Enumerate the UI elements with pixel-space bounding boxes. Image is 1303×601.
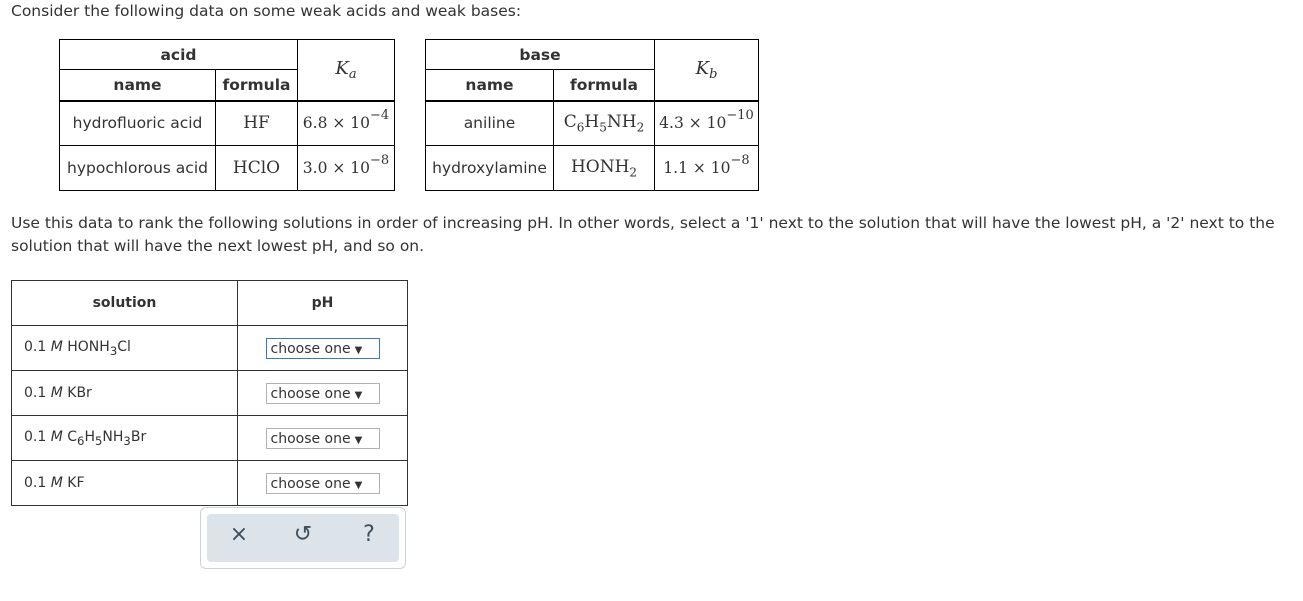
ph-rank-select-4[interactable]: choose one ▼ (266, 473, 380, 494)
base-name-header: name (426, 70, 554, 101)
acid-name: hydrofluoric acid (60, 101, 216, 146)
help-button[interactable]: ? (363, 522, 375, 547)
ph-rank-select-2[interactable]: choose one ▼ (266, 383, 380, 404)
ph-rank-select-1[interactable]: choose one ▼ (266, 338, 380, 359)
kb-value: $4.3 \times 10^{-10}$ (655, 101, 759, 146)
undo-button[interactable]: ↺ (293, 522, 313, 547)
acid-formula-header: formula (216, 70, 298, 101)
caret-down-icon: ▼ (354, 434, 363, 446)
base-formula: $HONH_2$ (554, 146, 655, 191)
base-table (425, 39, 759, 191)
solution-label: 0.1 M $HONH_3Cl$ (12, 326, 238, 371)
table-row (426, 146, 759, 191)
solution-label: 0.1 M $C_6H_5NH_3Br$ (12, 416, 238, 461)
table-row (12, 326, 408, 371)
caret-down-icon: ▼ (354, 389, 363, 401)
caret-down-icon: ▼ (354, 479, 363, 491)
acid-name: hypochlorous acid (60, 146, 216, 191)
solution-label: 0.1 M KBr (12, 371, 238, 416)
intro-text: Consider the following data on some weak acids and weak bases: (11, 2, 522, 20)
kb-value: $1.1 \times 10^{-8}$ (655, 146, 759, 191)
table-row (60, 146, 395, 191)
kb-header: $K_b$ (655, 40, 759, 101)
ka-header: $K_a$ (298, 40, 395, 101)
instructions-text: Use this data to rank the following solutions in order of increasing pH. In other words, select a '1' next to the solution that will have the lowest pH, a '2' next to the solution that will have the next lowest pH, and so on. (11, 214, 1275, 255)
base-formula-header: formula (554, 70, 655, 101)
table-row (12, 416, 408, 461)
base-group-header: base (426, 40, 655, 70)
answer-toolbar (200, 507, 406, 569)
ph-ranking-table (11, 280, 408, 506)
acid-formula: HF (216, 101, 298, 146)
acid-formula: HClO (216, 146, 298, 191)
base-name: aniline (426, 101, 554, 146)
caret-down-icon: ▼ (354, 344, 363, 356)
acid-name-header: name (60, 70, 216, 101)
base-name: hydroxylamine (426, 146, 554, 191)
table-row (60, 101, 395, 146)
ka-value: $3.0 \times 10^{-8}$ (298, 146, 395, 191)
ka-value: $6.8 \times 10^{-4}$ (298, 101, 395, 146)
table-row (426, 101, 759, 146)
solution-header: solution (12, 281, 238, 326)
table-row (12, 371, 408, 416)
table-row (12, 461, 408, 506)
base-formula: $C_6H_5NH_2$ (554, 101, 655, 146)
ph-rank-select-3[interactable]: choose one ▼ (266, 428, 380, 449)
ph-header: pH (238, 281, 408, 326)
acid-table (59, 39, 395, 191)
acid-group-header: acid (60, 40, 298, 70)
solution-label: 0.1 M KF (12, 461, 238, 506)
clear-button[interactable]: × (229, 522, 249, 547)
